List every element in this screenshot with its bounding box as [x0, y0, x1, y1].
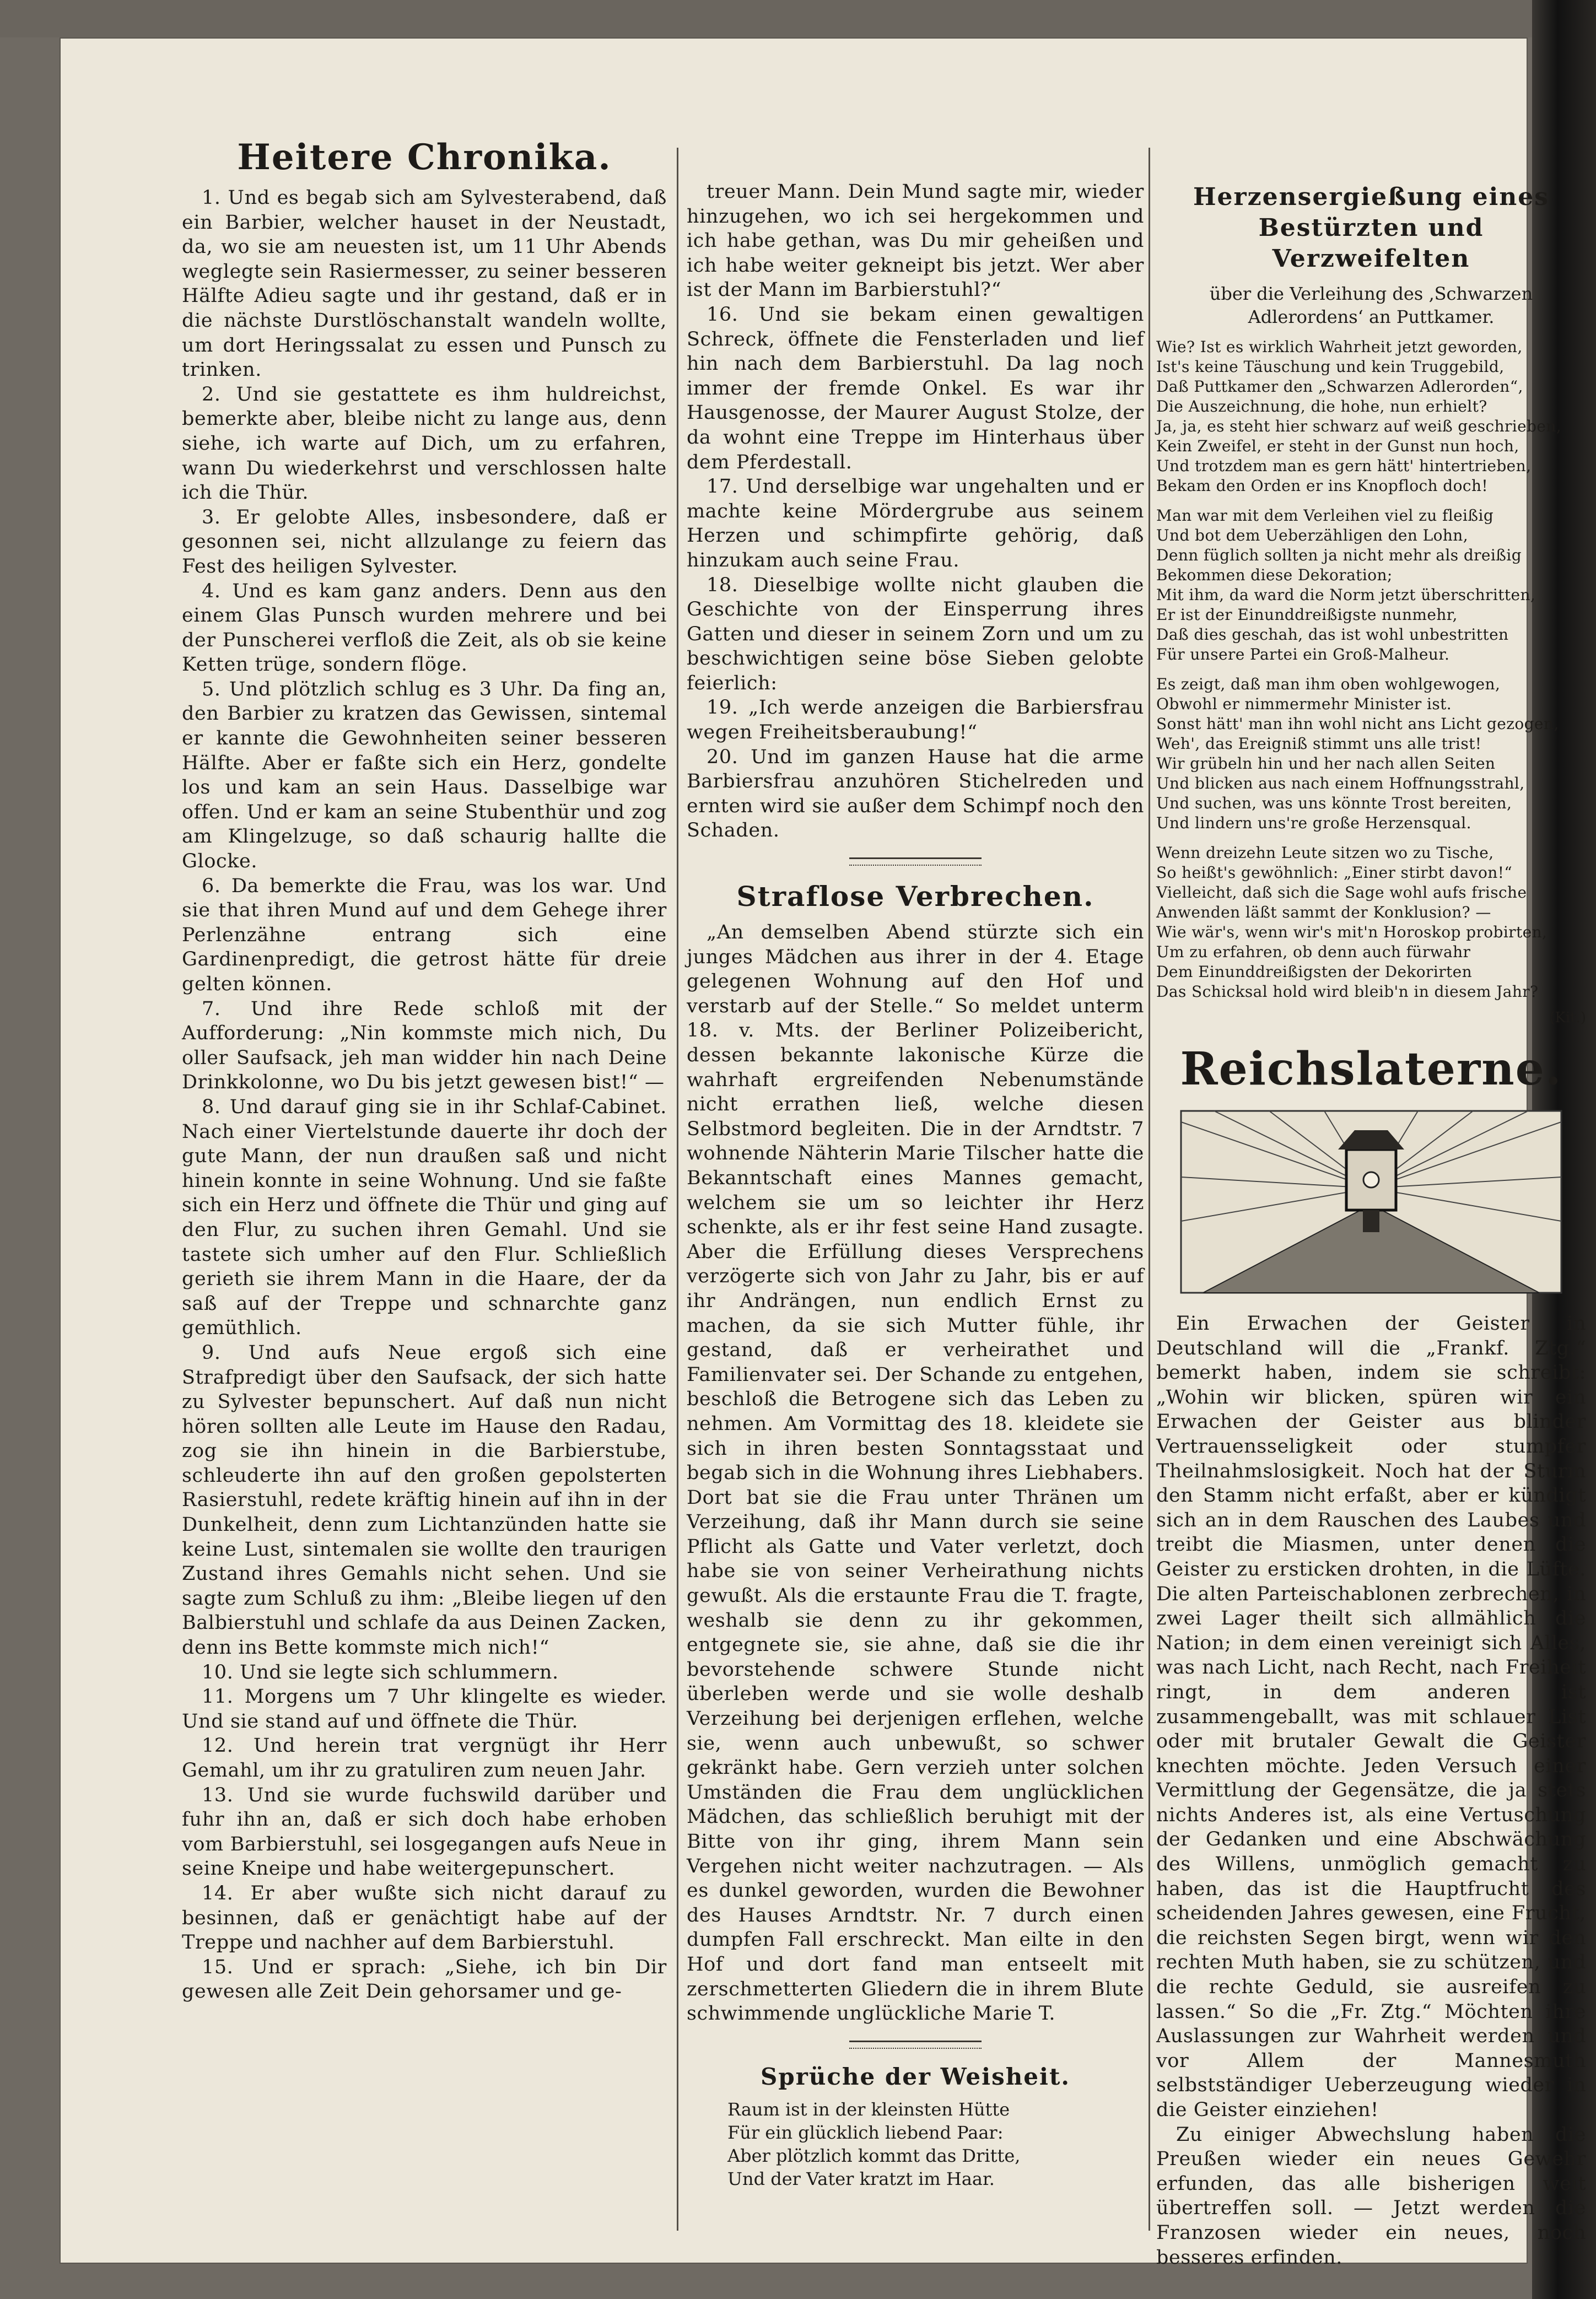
poem-line: Daß dies geschah, das ist wohl unbestritten	[1156, 625, 1509, 644]
paragraph: 7. Und ihre Rede schloß mit der Aufforderung: „Nin kommste mich nich, Du oller Saufsack, jeh man widder hin nach Deine Drinkkolonne, wo Du bis jetzt gewesen bist!“ —	[182, 997, 667, 1094]
poem-line: Ist's keine Täuschung und kein Truggebild,	[1156, 358, 1505, 376]
poem-line: Er ist der Einunddreißigste nunmehr,	[1156, 606, 1458, 624]
paragraph: 4. Und es kam ganz anders. Denn aus den einem Glas Punsch wurden mehrere und bei der Punscherei verfloß die Zeit, als ob sie keine Ketten trüge, sondern flöge.	[182, 580, 667, 676]
poem-stanza	[1156, 674, 1586, 833]
paragraph: 8. Und darauf ging sie in ihr Schlaf-Cabinet. Nach einer Viertelstunde dauerte ihr doch der gute Mann, der nun draußen saß und nicht hinein konnte in seine Wohnung. Und sie faßte sich ein Herz und öffnete die Thür und ging auf den Flur, zu suchen ihren Gemahl. Und sie tastete sich umher auf den Flur. Schließlich gerieth sie ihrem Mann in die Haare, der da saß auf der Treppe und schnarchte ganz gemüthlich.	[182, 1095, 667, 1340]
paragraph: 16. Und sie bekam einen gewaltigen Schreck, öffnete die Fensterladen und lief hin nach dem Barbierstuhl. Da lag noch immer der fremde Onkel. Es war ihr Hausgenosse, der Maurer August Stolze, der da wohnt eine Treppe im Hinterhaus über dem Pferdestall.	[687, 303, 1144, 473]
poem-line: Und bot dem Ueberzähligen den Lohn,	[1156, 526, 1469, 544]
poem-stanza	[1156, 843, 1586, 1002]
scan-top-margin	[0, 0, 1596, 37]
paragraph: 6. Da bemerkte die Frau, was los war. Und sie that ihren Mund auf und dem Gehege ihrer Perlenzähne entrang sich eine Gardinenpredigt, die getrost hätte für dreie gelten können.	[182, 875, 667, 995]
paragraph: Ein Erwachen der Geister in Deutschland will die „Frankf. Ztg.“ bemerkt haben, indem sie schreibt: „Wohin wir blicken, spüren wir ein Erwachen der Geister aus blinder Vertrauensseligkeit oder stumpfer Theilnahmslosigkeit. Noch hat der Sturm den Stamm nicht erfaßt, aber er kündigt sich an in dem Rauschen des Laubes und treibt die Miasmen, unter denen die Geister zu ersticken drohten, in die Lüfte. Die alten Parteischablonen zerbrechen, in zwei Lager theilt sich allmählich die Nation; in dem einen vereinigt sich Alles, was nach Licht, nach Recht, nach Freiheit ringt, in dem anderen ist zusammengeballt, was mit schlauer List oder mit brutaler Gewalt die Geister knechten möchte. Jeden Versuch einer Vermittlung der Gegensätze, die ja stets nichts Anderes ist, als eine Vertuschung der Gedanken und eine Abschwächung des Willens, unmöglich gemacht zu haben, das ist die Hauptfrucht des scheidenden Jahres gewesen, eine Frucht, die reichsten Segen birgt, wenn wir den rechten Muth haben, sie zu schützen, und die rechte Geduld, sie ausreifen zu lassen.“ So die „Fr. Ztg.“ Möchten ihre Auslassungen zur Wahrheit werden und vor Allem der Mannesmuth selbstständiger Ueberzeugung wieder in die Geister einziehen!	[1156, 1313, 1586, 2121]
paragraph: 2. Und sie gestattete es ihm huldreichst, bemerkte aber, bleibe nicht zu lange aus, denn siehe, ich warte auf Dich, um zu erfahren, wann Du wiederkehrst und verschlossen halte ich die Thür.	[182, 383, 667, 504]
poem-line: Und lindern uns're große Herzensqual.	[1156, 814, 1471, 832]
poem-line: Anwenden läßt sammt der Konklusion? —	[1156, 903, 1491, 921]
poem-line: Wenn dreizehn Leute sitzen wo zu Tische,	[1156, 844, 1494, 862]
poem-line: Vielleicht, daß sich die Sage wohl aufs frische	[1156, 883, 1527, 902]
poem-signature: (Kit.)	[1549, 1010, 1586, 1026]
article-title-straflose-verbrechen: Straflose Verbrechen.	[736, 880, 1094, 913]
poem-line: Und suchen, was uns könnte Trost bereiten,	[1156, 794, 1512, 812]
paragraph: 3. Er gelobte Alles, insbesondere, daß er gesonnen sei, nicht allzulange zu feiern das Fest des heiligen Sylvester.	[182, 506, 667, 578]
paragraph: 5. Und plötzlich schlug es 3 Uhr. Da fing an, den Barbier zu kratzen das Gewissen, sintemal er kannte die Gewohnheiten seiner besseren Hälfte. Aber er faßte sich ein Herz, gondelte los und kam an sein Haus. Dasselbige war offen. Und er kam an seine Stubenthür und zog am Klingelzuge, so daß schaurig hallte die Glocke.	[182, 678, 667, 873]
paragraph: 9. Und aufs Neue ergoß sich eine Strafpredigt über den Saufsack, der sich hatte zu Sylvester bepunschert. Auf daß nun nicht hören sollten alle Leute im Hause den Radau, zog sie ihn hinein in die Barbierstube, schleuderte ihn auf den großen gepolsterten Rasierstuhl, redete kräftig hinein auf ihn in der Dunkelheit, denn zum Lichtanzünden hatte sie keine Lust, sintemalen sie wollte den traurigen Zustand ihres Gemahls nicht sehen. Und sie sagte zum Schluß zu ihm: „Bleibe liegen uf den Balbierstuhl und schlafe da aus Deinen Zacken, denn ins Bette kommste mich nich!“	[182, 1341, 667, 1659]
poem-line: Sonst hätt' man ihn wohl nicht ans Licht gezogen,	[1156, 715, 1559, 733]
poem-line: Weh', das Ereigniß stimmt uns alle trist!	[1156, 735, 1482, 753]
poem-line: Man war mit dem Verleihen viel zu fleißig	[1156, 506, 1494, 525]
paragraph: „An demselben Abend stürzte sich ein junges Mädchen aus ihrer in der 4. Etage gelegenen Wohnung auf den Hof und verstarb auf der Stelle.“ So meldet unterm 18. v. Mts. der Berliner Polizeibericht, dessen bekannte lakonische Kürze die wahrhaft ergreifenden Nebenumstände nicht errathen ließ, welche diesen Selbstmord begleiten. Die in der Arndtstr. 7 wohnende Nähterin Marie Tilscher hatte die Bekanntschaft eines Mannes gemacht, welchem sie um so leichter ihr Herz schenkte, als er ihr fest seine Hand zusagte. Aber die Erfüllung dieses Versprechens verzögerte sich von Jahr zu Jahr, bis er auf ihr Andrängen, nun endlich Ernst zu machen, da sie sich Mutter fühle, ihr gestand, daß er verheirathet und Familienvater sei. Der Schande zu entgehen, beschloß die Betrogene sich das Leben zu nehmen. Am Vormittag des 18. kleidete sie sich in ihren besten Sonntagsstaat und begab sich in die Wohnung ihres Liebhabers. Dort bat sie die Frau unter Thränen um Verzeihung, daß ihr Mann durch sie seine Pflicht als Gatte und Vater verletzt, doch habe sie von seiner Verheirathung nichts gewußt. Als die erstaunte Frau die T. fragte, weshalb sie denn zu ihr gekommen, entgegnete sie, sie ahne, daß sie die ihr bevorstehende schwere Stunde nicht überleben werde und sie wolle deshalb Verzeihung bei derjenigen erflehen, welche sie, wenn auch unbewußt, so schwer gekränkt habe. Gern verzieh unter solchen Umständen die Frau dem unglücklichen Mädchen, das schließlich beruhigt mit der Bitte von ihr ging, ihrem Mann sein Vergehen nicht weiter nachzutragen. — Als es dunkel geworden, wurden die Bewohner des Hauses Arndtstr. Nr. 7 durch einen dumpfen Fall erschreckt. Man eilte in den Hof und dort fand man entseelt mit zerschmetterten Gliedern die in ihrem Blute schwimmende unglückliche Marie T.	[687, 921, 1144, 2025]
verse-line: Raum ist in der kleinsten Hütte	[727, 2098, 1010, 2120]
verse-sprueche	[687, 2098, 1144, 2190]
article-body-heitere-chronika	[182, 186, 667, 2004]
poem-line: Das Schicksal hold wird bleib'n in diesem Jahr?	[1156, 983, 1539, 1001]
article-body-reichslaterne	[1156, 1312, 1586, 2270]
poem-line: Die Auszeichnung, die hohe, nun erhielt?	[1156, 397, 1487, 415]
paragraph: 14. Er aber wußte sich nicht darauf zu besinnen, daß er genächtigt habe auf der Treppe und nachher auf dem Barbierstuhl.	[182, 1882, 667, 1954]
poem-line: Und trotzdem man es gern hätt' hintertrieben,	[1156, 457, 1532, 475]
column-rule-2	[1149, 148, 1150, 2231]
column-1	[182, 137, 667, 2004]
lantern-illustration	[1181, 1111, 1561, 1293]
article-title-heitere-chronika: Heitere Chronika.	[237, 137, 612, 178]
paragraph: 18. Dieselbige wollte nicht glauben die Geschichte von der Einsperrung ihres Gatten und dieser in seinem Zorn und um zu beschwichtigen seine böse Sieben gelobte feierlich:	[687, 574, 1144, 694]
poem-line: Bekam den Orden er ins Knopfloch doch!	[1156, 477, 1489, 495]
poem-line: Für unsere Partei ein Groß-Malheur.	[1156, 645, 1450, 663]
poem-line: So heißt's gewöhnlich: „Einer stirbt davon!“	[1156, 864, 1513, 882]
column-2	[687, 180, 1144, 2190]
poem-line: Kein Zweifel, er steht in der Gunst nun hoch,	[1156, 437, 1519, 455]
poem-line: Und blicken aus nach einem Hoffnungsstrahl,	[1156, 774, 1525, 792]
paragraph: 20. Und im ganzen Hause hat die arme Barbiersfrau anzuhören Stichelreden und ernten wird sie außer dem Schimpf noch den Schaden.	[687, 746, 1144, 842]
column-rule-1	[677, 148, 678, 2231]
paragraph: 12. Und herein trat vergnügt ihr Herr Gemahl, um ihr zu gratuliren zum neuen Jahr.	[182, 1735, 667, 1782]
poem-line: Dem Einunddreißigsten der Dekorirten	[1156, 963, 1473, 981]
poem-line: Wie wär's, wenn wir's mit'n Horoskop probirten,	[1156, 923, 1548, 941]
newspaper-page	[60, 37, 1586, 2269]
verse-line: Aber plötzlich kommt das Dritte,	[727, 2145, 1021, 2166]
article-body-continued	[687, 180, 1144, 843]
poem-line: Ja, ja, es steht hier schwarz auf weiß geschrieben,	[1156, 417, 1562, 435]
poem-stanza	[1156, 337, 1586, 496]
paragraph: 1. Und es begab sich am Sylvesterabend, daß ein Barbier, welcher hauset in der Neustadt, da, wo sie am neuesten ist, um 11 Uhr Abends weglegte sein Rasiermesser, zu seiner besseren Hälfte Adieu sagte und ihr gestand, daß er in die nächste Durstlöschanstalt wandeln wollte, um dort Heringssalat zu essen und Punsch zu trinken.	[182, 187, 667, 381]
poem-line: Bekommen diese Dekoration;	[1156, 566, 1393, 584]
poem-line: Obwohl er nimmermehr Minister ist.	[1156, 695, 1452, 713]
paragraph: 13. Und sie wurde fuchswild darüber und fuhr ihn an, daß er sich doch habe erhoben vom Barbierstuhl, sei losgegangen aufs Neue in seine Kneipe und habe weitergepunschert.	[182, 1784, 667, 1880]
paragraph: 11. Morgens um 7 Uhr klingelte es wieder. Und sie stand auf und öffnete die Thür.	[182, 1686, 667, 1733]
poem-line: Mit ihm, da ward die Norm jetzt überschritten,	[1156, 586, 1536, 604]
separator-ornament	[849, 2041, 982, 2049]
poem-line: Es zeigt, daß man ihm oben wohlgewogen,	[1156, 675, 1501, 693]
paragraph: treuer Mann. Dein Mund sagte mir, wieder hinzugehen, wo ich sei hergekommen und ich habe gethan, was Du mir geheißen und ich habe weiter gekneipt bis jetzt. Wer aber ist der Mann im Barbierstuhl?“	[687, 181, 1144, 301]
poem-subtitle: über die Verleihung des ‚Schwarzen Adlerordens‘ an Puttkamer.	[1209, 283, 1533, 327]
section-title-reichslaterne: Reichslaterne.	[1180, 1043, 1562, 1095]
poem-line: Denn füglich sollten ja nicht mehr als dreißig	[1156, 546, 1522, 564]
paragraph: 10. Und sie legte sich schlummern.	[202, 1661, 559, 1683]
poem-stanzas	[1156, 337, 1586, 1002]
paragraph: 19. „Ich werde anzeigen die Barbiersfrau wegen Freiheitsberaubung!“	[687, 697, 1144, 744]
paragraph: 15. Und er sprach: „Siehe, ich bin Dir gewesen alle Zeit Dein gehorsamer und ge-	[182, 1956, 667, 2003]
poem-line: Daß Puttkamer den „Schwarzen Adlerorden“,	[1156, 377, 1523, 396]
column-3	[1156, 182, 1586, 2270]
poem-stanza	[1156, 506, 1586, 665]
paragraph: Zu einiger Abwechslung haben die Preußen wieder ein neues Gewehr erfunden, das alle bisherigen weit übertreffen soll. — Jetzt werden die Franzosen wieder ein neues, noch besseres erfinden.	[1156, 2123, 1586, 2269]
poem-line: Wie? Ist es wirklich Wahrheit jetzt geworden,	[1156, 338, 1523, 356]
poem-line: Wir grübeln hin und her nach allen Seiten	[1156, 754, 1496, 773]
separator-ornament	[849, 857, 982, 866]
paragraph: 17. Und derselbige war ungehalten und er machte keine Mördergrube aus seinem Herzen und schimpfirte gehörig, daß hinzukam auch seine Frau.	[687, 476, 1144, 571]
verse-line: Und der Vater kratzt im Haar.	[727, 2168, 995, 2189]
article-title-sprueche: Sprüche der Weisheit.	[761, 2063, 1070, 2090]
article-body-straflose-verbrechen	[687, 920, 1144, 2026]
verse-line: Für ein glücklich liebend Paar:	[727, 2122, 1004, 2143]
poem-title: Herzensergießung eines Bestürzten und Verzweifelten	[1193, 183, 1550, 273]
poem-line: Um zu erfahren, ob denn auch fürwahr	[1156, 943, 1471, 961]
